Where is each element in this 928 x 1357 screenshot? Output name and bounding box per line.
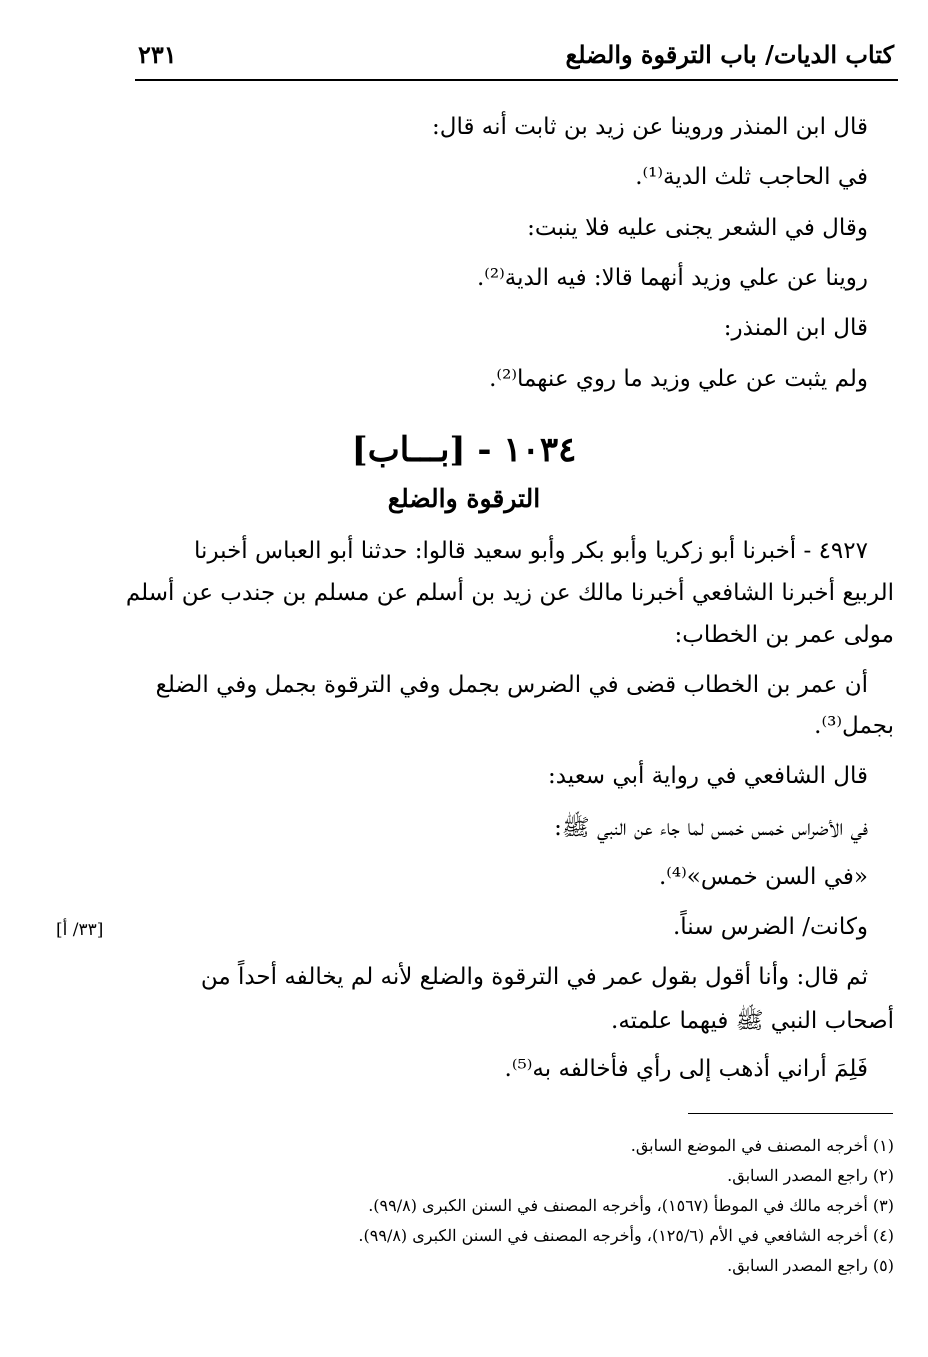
text-line: «في السن خمس»⁽⁴⁾. [658,864,868,890]
margin-note: [٣٣/ أ] [56,920,104,940]
text-line: ولم يثبت عن علي وزيد ما روي عنهما⁽²⁾. [489,366,868,392]
text-line: مولى عمر بن الخطاب: [674,622,894,648]
text-line: في الحاجب ثلث الدية⁽¹⁾. [635,164,868,190]
text-line: أصحاب النبي ﷺ فيهما علمته. [611,1008,894,1034]
footnote: (٣) أخرجه مالك في الموطأ (١٥٦٧)، وأخرجه المصنف في السنن الكبرى (٩٩/٨). [368,1196,894,1215]
text-line: ثم قال: وأنا أقول بقول عمر في الترقوة والضلع لأنه لم يخالفه أحداً من [200,964,868,990]
footnote: (٢) راجع المصدر السابق. [727,1166,894,1185]
text-line: بجمل⁽³⁾. [814,713,894,739]
footnote: (٤) أخرجه الشافعي في الأم (١٢٥/٦)، وأخرجه المصنف في السنن الكبرى (٩٩/٨). [358,1226,894,1245]
text-line: الربيع أخبرنا الشافعي أخبرنا مالك عن زيد بن أسلم عن مسلم بن جندب عن أسلم [125,580,894,606]
text-line: روينا عن علي وزيد أنهما قالا: فيه الدية⁽²⁾. [476,265,868,291]
text-line: ٤٩٢٧ - أخبرنا أبو زكريا وأبو بكر وأبو سعيد قالوا: حدثنا أبو العباس أخبرنا [194,538,868,564]
footnote: (٥) راجع المصدر السابق. [727,1256,894,1275]
page-number: ٢٣١ [138,40,177,69]
footnote-rule [688,1113,893,1114]
text-line: وقال في الشعر يجنى عليه فلا ينبت: [527,215,868,241]
chapter-subtitle: الترقوة والضلع [387,484,541,513]
text-line: قال ابن المنذر: [723,315,868,341]
text-line: فَلِمَ أراني أذهب إلى رأي فأخالفه به⁽⁵⁾. [504,1056,868,1082]
footnote: (١) أخرجه المصنف في الموضع السابق. [630,1136,894,1155]
text-line: قال الشافعي في رواية أبي سعيد: [547,763,868,789]
text-line: وكانت/ الضرس سناً. [672,914,868,940]
text-line: أن عمر بن الخطاب قضى في الضرس بجمل وفي الترقوة بجمل وفي الضلع [155,672,868,698]
chapter-heading: ١٠٣٤ - [بـــاب] [351,430,577,470]
text-line: في الأضراس خمس خمس لما جاء عن النبي ﷺ: [554,815,868,841]
header-rule [135,79,898,81]
running-header-title: كتاب الديات/ باب الترقوة والضلع [565,40,894,69]
text-line: قال ابن المنذر وروينا عن زيد بن ثابت أنه قال: [431,114,868,140]
